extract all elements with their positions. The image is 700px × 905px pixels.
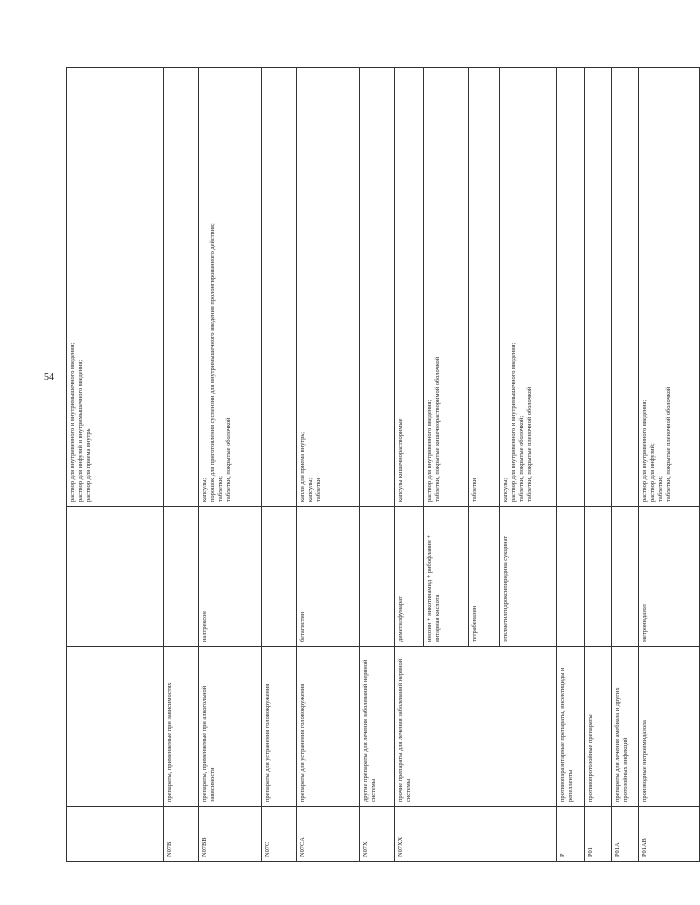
dosage-form-group [423, 68, 468, 506]
drug-name-cell [360, 507, 395, 647]
dosage-form: таблетки, покрытые оболочкой; [518, 415, 525, 502]
dosage-form: раствор для внутривенного и внутримышечного введения; [510, 342, 517, 502]
drug-name: инозин + никотинамид + рибофлавин + янтарная кислота [423, 507, 468, 646]
table-row [199, 68, 262, 862]
dosage-form: таблетки; [217, 476, 224, 502]
atc-group-name-cell: прочие препараты для лечения заболеваний нервной системы [395, 647, 557, 807]
page-number: 54 [44, 372, 54, 383]
dosage-form-group [499, 68, 554, 506]
atc-code-cell: N07BB [199, 807, 262, 862]
table-row [262, 68, 297, 862]
drug-name-cell [67, 507, 164, 647]
drug-name-cell [557, 507, 585, 647]
dosage-form-cell [67, 68, 164, 507]
table-row [360, 68, 395, 862]
dosage-form: таблетки, покрытые кишечнорастворимой оболочкой [434, 356, 441, 502]
dosage-form: раствор для внутривенного введения; [426, 399, 433, 502]
drug-name-cell [262, 507, 297, 647]
table-row [164, 68, 199, 862]
dosage-form-cell [395, 68, 557, 507]
dosage-form: таблетки [315, 477, 322, 502]
drug-name: диметилфумарат [397, 596, 404, 642]
dosage-form: капли для приема внутрь; [299, 431, 306, 502]
table-row [612, 68, 639, 862]
dosage-form: порошок для приготовления суспензии для внутримышечного введения пролонгированного действия; [209, 223, 216, 502]
drug-name-cell [585, 507, 612, 647]
drug-name: тетрабеназин [468, 507, 499, 646]
dosage-form: раствор для инфузий и внутримышечного введения; [77, 359, 84, 502]
dosage-form: раствор для приема внутрь [85, 428, 92, 502]
atc-code-cell: P01AB [639, 807, 700, 862]
dosage-form: капсулы; [502, 477, 509, 502]
drug-name-cell: налтрексон [199, 507, 262, 647]
atc-group-name-cell [67, 647, 164, 807]
atc-code-cell: N07B [164, 807, 199, 862]
drug-table [66, 67, 700, 862]
atc-group-name-cell: препараты, применяемые при алкогольной зависимости [199, 647, 262, 807]
drug-name-cell: бетагистин [297, 507, 360, 647]
atc-code-cell: N07XX [395, 807, 557, 862]
atc-code-cell: N07C [262, 807, 297, 862]
atc-code-cell: N07X [360, 807, 395, 862]
atc-code-cell: P01A [612, 807, 639, 862]
dosage-form: таблетки, покрытые пленочной оболочкой [665, 386, 672, 502]
dosage-form-cell [164, 68, 199, 507]
dosage-form: капсулы; [201, 477, 208, 502]
atc-group-name-cell: препараты для лечения амебиаза и других протозойных инфекций [612, 647, 639, 807]
table-row [639, 68, 700, 862]
dosage-form-cell [639, 68, 700, 507]
dosage-form: капсулы; [307, 477, 314, 502]
dosage-form: раствор для инфузий; [649, 443, 656, 502]
atc-group-name-cell: препараты, применяемые при зависимостях [164, 647, 199, 807]
dosage-form-cell [199, 68, 262, 507]
drug-name: этилметилгидроксипиридина сукцинат [499, 507, 554, 646]
rotated-table-container [66, 68, 672, 862]
atc-group-name-cell: противопротозойные препараты [585, 647, 612, 807]
table-row [67, 68, 164, 862]
atc-group-name-cell: препараты для устранения головокружения [297, 647, 360, 807]
dosage-form-cell [297, 68, 360, 507]
dosage-form-cell [612, 68, 639, 507]
dosage-form: таблетки, покрытые пленочной оболочкой [526, 386, 533, 502]
table-row [557, 68, 585, 862]
dosage-form-cell [360, 68, 395, 507]
drug-name-cell: метронидазол [639, 507, 700, 647]
dosage-form: капсулы кишечнорастворимые [397, 418, 404, 502]
table-row [585, 68, 612, 862]
table-row [395, 68, 557, 862]
dosage-form: таблетки, покрытые оболочкой [225, 417, 232, 502]
dosage-form-group [468, 68, 499, 506]
atc-code-cell [67, 807, 164, 862]
atc-group-name-cell: препараты для устранения головокружения [262, 647, 297, 807]
dosage-form-group [397, 72, 423, 502]
drug-name-cell [164, 507, 199, 647]
atc-code-cell: P [557, 807, 585, 862]
dosage-form-cell [557, 68, 585, 507]
atc-group-name-cell: производные нитроимидазола [639, 647, 700, 807]
dosage-form: таблетки; [657, 476, 664, 502]
table-row [297, 68, 360, 862]
atc-group-name-cell: противопаразитарные препараты, инсектициды и репелленты [557, 647, 585, 807]
drug-table-body [67, 68, 700, 862]
dosage-form-cell [585, 68, 612, 507]
dosage-form: таблетки [471, 477, 478, 502]
dosage-form-cell [262, 68, 297, 507]
dosage-form: раствор для внутривенного и внутримышечного введения; [69, 342, 76, 502]
atc-code-cell: P01 [585, 807, 612, 862]
dosage-form: раствор для внутривенного введения; [641, 399, 648, 502]
atc-group-name-cell: другие препараты для лечения заболеваний нервной системы [360, 647, 395, 807]
atc-code-cell: N07CA [297, 807, 360, 862]
drug-name-cell [612, 507, 639, 647]
drug-name-cell [395, 507, 557, 647]
